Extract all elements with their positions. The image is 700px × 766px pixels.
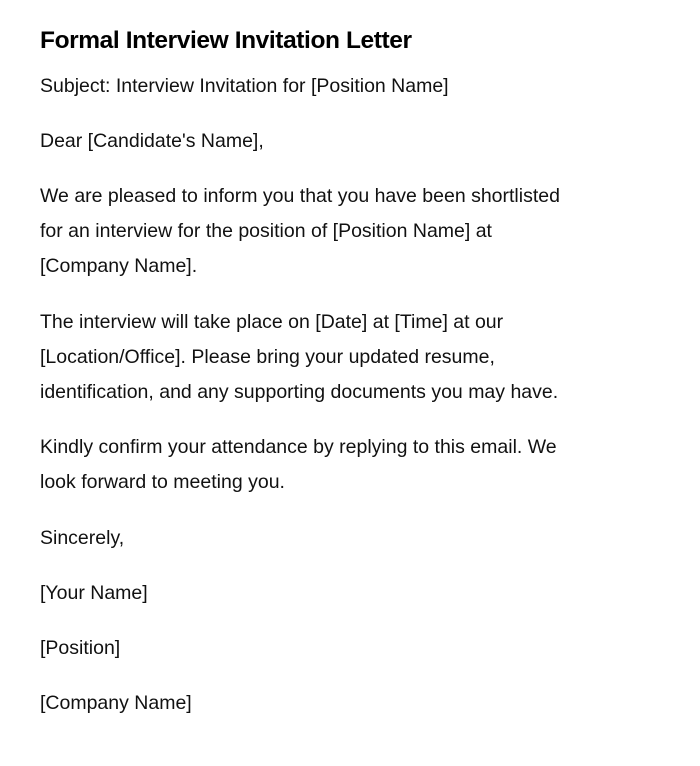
paragraph-line: We are pleased to inform you that you have been shortlisted (40, 185, 560, 207)
paragraph-line: for an interview for the position of [Position Name] at (40, 220, 492, 242)
document-title: Formal Interview Invitation Letter (40, 27, 412, 54)
paragraph-line: [Company Name]. (40, 255, 198, 277)
closing: Sincerely, (40, 527, 125, 549)
paragraph-line: The interview will take place on [Date] at [Time] at our (40, 311, 504, 333)
paragraph-line: look forward to meeting you. (40, 471, 285, 493)
paragraph-interview-details (40, 305, 630, 410)
subject-line: Subject: Interview Invitation for [Position Name] (40, 75, 449, 97)
signature-company: [Company Name] (40, 692, 192, 714)
signature-position: [Position] (40, 637, 121, 659)
paragraph-line: Kindly confirm your attendance by replying to this email. We (40, 436, 557, 458)
signature-name: [Your Name] (40, 582, 148, 604)
salutation: Dear [Candidate's Name], (40, 130, 264, 152)
paragraph-line: identification, and any supporting documents you may have. (40, 381, 559, 403)
paragraph-line: [Location/Office]. Please bring your updated resume, (40, 346, 495, 368)
paragraph-shortlist (40, 179, 630, 284)
paragraph-confirmation (40, 430, 630, 500)
